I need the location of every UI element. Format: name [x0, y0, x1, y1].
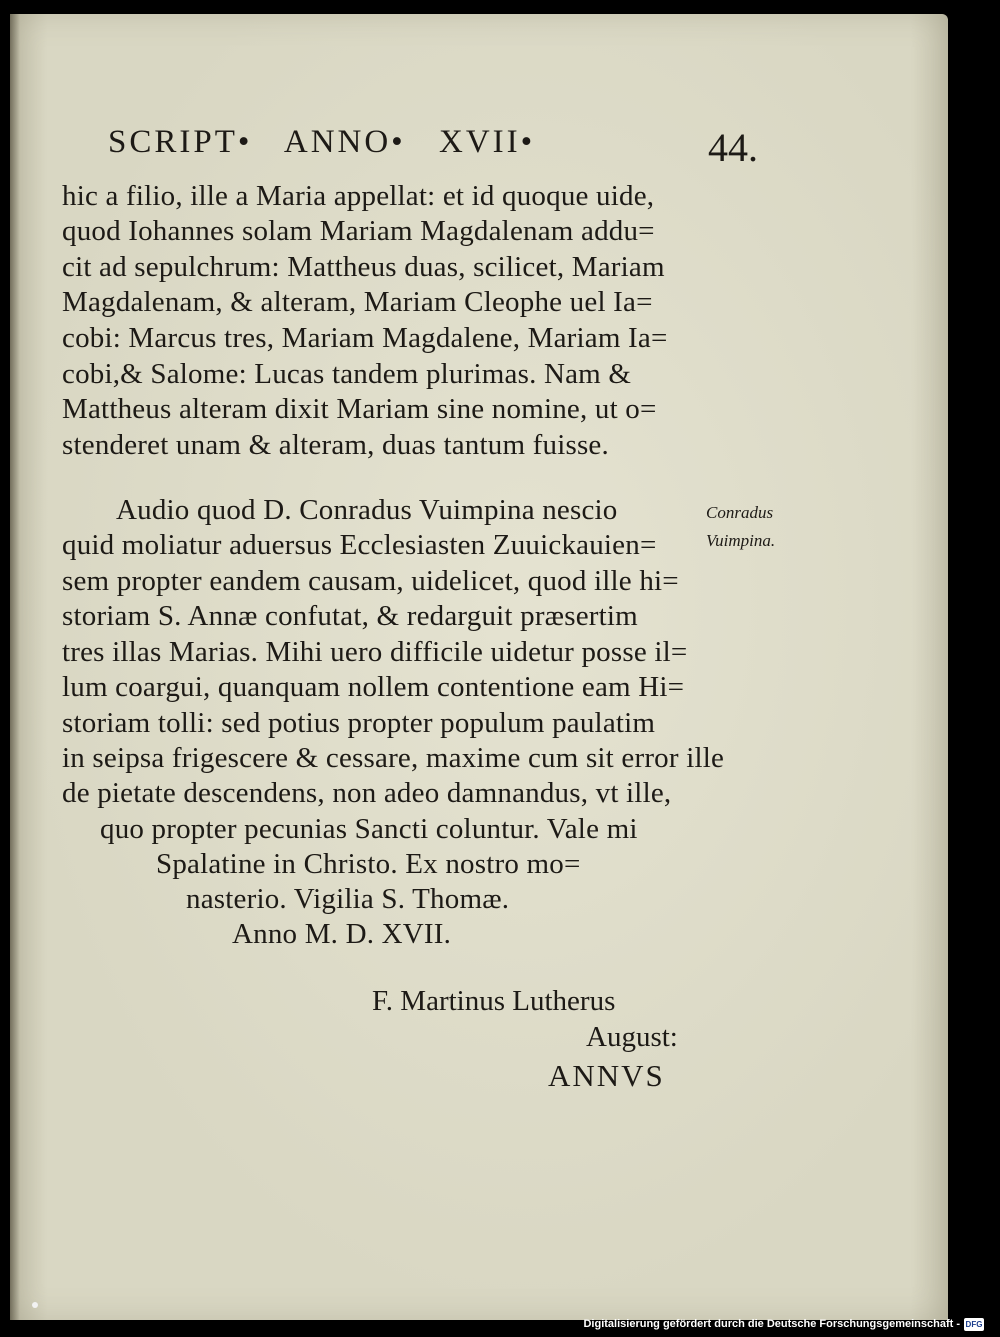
body-line: quod Iohannes solam Mariam Magdalenam addu=: [62, 215, 655, 247]
body-line: nasterio. Vigilia S. Thomæ.: [186, 883, 510, 915]
catchword: ANNVS: [548, 1058, 665, 1093]
page-gutter-shadow: [10, 14, 20, 1320]
body-line: stenderet unam & alteram, duas tantum fuisse.: [62, 429, 609, 461]
body-line: storiam tolli: sed potius propter populum paulatim: [62, 707, 656, 739]
signature-name: F. Martinus Lutherus: [372, 985, 616, 1017]
body-line: cobi: Marcus tres, Mariam Magdalene, Mariam Ia=: [62, 322, 668, 354]
body-line: quid moliatur aduersus Ecclesiasten Zuuickauien=: [62, 529, 657, 561]
body-line: tres illas Marias. Mihi uero difficile uidetur posse il=: [62, 636, 688, 668]
body-line: Audio quod D. Conradus Vuimpina nescio: [116, 494, 618, 526]
dfg-logo: [964, 1318, 984, 1331]
body-line: Spalatine in Christo. Ex nostro mo=: [156, 848, 581, 880]
body-line: Anno M. D. XVII.: [232, 918, 452, 950]
body-line: hic a filio, ille a Maria appellat: et id quoque uide,: [62, 180, 655, 212]
body-line: storiam S. Annæ confutat, & redarguit præsertim: [62, 600, 638, 632]
body-line: Magdalenam, & alteram, Mariam Cleophe uel Ia=: [62, 286, 653, 318]
body-line: Mattheus alteram dixit Mariam sine nomine, ut o=: [62, 393, 657, 425]
marginal-note-line: Conradus: [706, 503, 774, 522]
body-line: sem propter eandem causam, uidelicet, quod ille hi=: [62, 565, 679, 597]
scan-speck: [32, 1302, 38, 1308]
body-line: cobi,& Salome: Lucas tandem plurimas. Nam &: [62, 358, 632, 390]
dfg-logo-text: DFG: [965, 1320, 983, 1329]
body-line: de pietate descendens, non adeo damnandus, vt ille,: [62, 777, 672, 809]
body-line: cit ad sepulchrum: Mattheus duas, scilicet, Mariam: [62, 251, 665, 283]
page-number: 44.: [708, 125, 758, 170]
body-line: lum coargui, quanquam nollem contentione eam Hi=: [62, 671, 685, 703]
signature-order: August:: [586, 1021, 678, 1053]
body-line: quo propter pecunias Sancti coluntur. Vale mi: [100, 813, 638, 845]
body-line: in seipsa frigescere & cessare, maxime cum sit error ille: [62, 742, 725, 774]
running-title: SCRIPT• ANNO• XVII•: [108, 124, 536, 160]
marginal-note-line: Vuimpina.: [706, 531, 776, 550]
digitization-credit: Digitalisierung gefördert durch die Deutsche Forschungsgemeinschaft -: [583, 1318, 960, 1330]
